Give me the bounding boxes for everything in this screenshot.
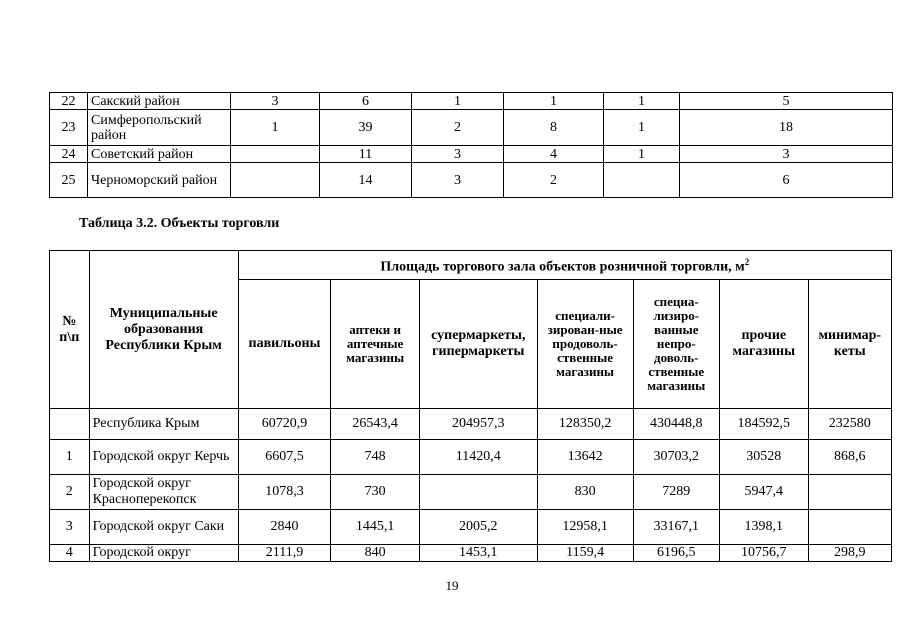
header-column: аптеки и аптечные магазины <box>331 280 420 409</box>
cell: 8 <box>504 110 604 146</box>
cell: 5 <box>680 93 893 110</box>
cell: 3 <box>680 146 893 163</box>
cell: 3 <box>412 146 504 163</box>
cell: 18 <box>680 110 893 146</box>
row-number: 3 <box>50 510 90 545</box>
cell: 6196,5 <box>633 545 719 562</box>
header-area-title-text: Площадь торгового зала объектов розничной торговли, м <box>380 259 745 275</box>
cell: 1 <box>412 93 504 110</box>
table-row <box>50 146 893 163</box>
cell: 1 <box>604 93 680 110</box>
row-number: 25 <box>50 163 88 198</box>
row-number: 2 <box>50 475 90 510</box>
cell: 60720,9 <box>238 409 331 440</box>
cell: 39 <box>320 110 412 146</box>
municipality-name: Городской округ Красноперекопск <box>89 475 238 510</box>
cell: 204957,3 <box>419 409 537 440</box>
cell: 1 <box>604 146 680 163</box>
cell: 13642 <box>537 440 633 475</box>
cell <box>604 163 680 198</box>
header-municipality: Муниципальные образования Республики Крым <box>89 251 238 409</box>
cell: 10756,7 <box>720 545 809 562</box>
header-column: специали-зирован-ные продоволь-ственные магазины <box>537 280 633 409</box>
cell: 184592,5 <box>720 409 809 440</box>
header-column: павильоны <box>238 280 331 409</box>
row-number <box>50 409 90 440</box>
municipality-name: Республика Крым <box>89 409 238 440</box>
cell: 7289 <box>633 475 719 510</box>
cell: 11420,4 <box>419 440 537 475</box>
cell: 730 <box>331 475 420 510</box>
trade-objects-table <box>49 250 892 562</box>
municipality-name: Городской округ Саки <box>89 510 238 545</box>
cell: 6607,5 <box>238 440 331 475</box>
cell: 33167,1 <box>633 510 719 545</box>
cell: 430448,8 <box>633 409 719 440</box>
cell: 830 <box>537 475 633 510</box>
cell <box>231 163 320 198</box>
cell: 11 <box>320 146 412 163</box>
cell: 840 <box>331 545 420 562</box>
cell: 3 <box>231 93 320 110</box>
table-row <box>50 110 893 146</box>
header-number: № п\п <box>50 251 90 409</box>
cell: 2 <box>412 110 504 146</box>
municipality-name: Симферопольский район <box>88 110 231 146</box>
continuation-table <box>49 92 893 198</box>
cell: 3 <box>412 163 504 198</box>
table-row <box>50 163 893 198</box>
page-number: 19 <box>445 578 459 593</box>
table-row <box>50 545 892 562</box>
header-column: специа-лизиро-ванные непро-доволь-ственные магазины <box>633 280 719 409</box>
row-number: 4 <box>50 545 90 562</box>
cell: 2 <box>504 163 604 198</box>
table-row <box>50 475 892 510</box>
table-row <box>50 510 892 545</box>
cell: 1159,4 <box>537 545 633 562</box>
cell <box>808 475 891 510</box>
cell: 2111,9 <box>238 545 331 562</box>
cell: 12958,1 <box>537 510 633 545</box>
table-caption: Таблица 3.2. Объекты торговли <box>79 216 280 231</box>
cell: 298,9 <box>808 545 891 562</box>
header-column: минимар-кеты <box>808 280 891 409</box>
cell: 6 <box>680 163 893 198</box>
cell: 1445,1 <box>331 510 420 545</box>
cell: 1078,3 <box>238 475 331 510</box>
cell: 1 <box>231 110 320 146</box>
cell: 5947,4 <box>720 475 809 510</box>
header-area-title <box>238 251 891 280</box>
cell <box>419 475 537 510</box>
municipality-name: Советский район <box>88 146 231 163</box>
row-number: 24 <box>50 146 88 163</box>
row-number: 22 <box>50 93 88 110</box>
municipality-name: Городской округ <box>89 545 238 562</box>
cell: 6 <box>320 93 412 110</box>
cell: 30703,2 <box>633 440 719 475</box>
cell: 748 <box>331 440 420 475</box>
cell <box>808 510 891 545</box>
cell: 232580 <box>808 409 891 440</box>
cell: 14 <box>320 163 412 198</box>
cell <box>231 146 320 163</box>
cell: 868,6 <box>808 440 891 475</box>
table-row <box>50 93 893 110</box>
header-area-unit: 2 <box>744 257 750 268</box>
cell: 1 <box>604 110 680 146</box>
municipality-name: Городской округ Керчь <box>89 440 238 475</box>
cell: 2005,2 <box>419 510 537 545</box>
cell: 30528 <box>720 440 809 475</box>
header-column: супермаркеты, гипермаркеты <box>419 280 537 409</box>
cell: 1453,1 <box>419 545 537 562</box>
table-row <box>50 409 892 440</box>
cell: 1398,1 <box>720 510 809 545</box>
table-row <box>50 440 892 475</box>
municipality-name: Сакский район <box>88 93 231 110</box>
municipality-name: Черноморский район <box>88 163 231 198</box>
cell: 4 <box>504 146 604 163</box>
header-column: прочие магазины <box>720 280 809 409</box>
row-number: 23 <box>50 110 88 146</box>
cell: 26543,4 <box>331 409 420 440</box>
row-number: 1 <box>50 440 90 475</box>
cell: 2840 <box>238 510 331 545</box>
cell: 128350,2 <box>537 409 633 440</box>
cell: 1 <box>504 93 604 110</box>
